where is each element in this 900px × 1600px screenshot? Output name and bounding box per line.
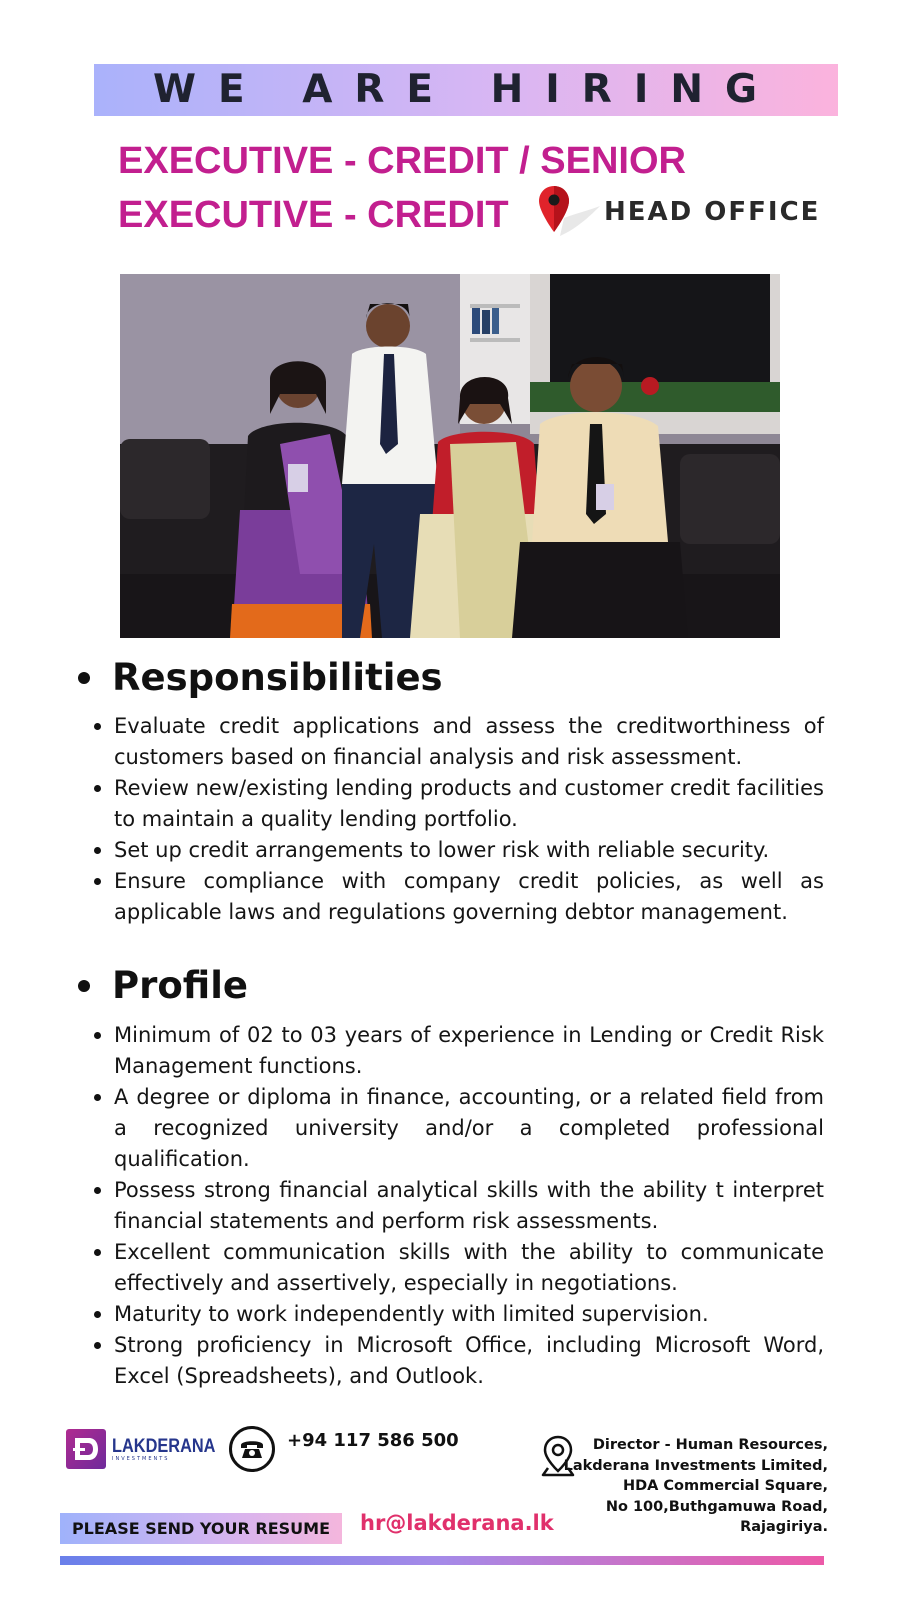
address-line: Rajagiriya. xyxy=(740,1519,828,1535)
list-item: Evaluate credit applications and assess the creditworthiness of customers based on financial analysis and risk assessment. xyxy=(92,711,824,773)
hiring-banner-text: WE ARE HIRING xyxy=(152,67,779,112)
address-line: HDA Commercial Square, xyxy=(622,1478,828,1494)
responsibilities-heading-text: Responsibilities xyxy=(112,656,443,699)
contact-email-link[interactable]: hr@lakderana.lk xyxy=(360,1511,554,1535)
team-photo xyxy=(120,274,780,638)
contact-phone xyxy=(229,1426,459,1472)
mailing-address xyxy=(564,1435,828,1538)
phone-icon xyxy=(229,1426,275,1472)
list-item: Excellent communication skills with the ability to communicate effectively and assertively, especially in negotiations. xyxy=(92,1237,824,1299)
map-pin-icon xyxy=(538,184,602,240)
heading-bullet xyxy=(78,980,90,992)
list-item: Ensure compliance with company credit policies, as well as applicable laws and regulations governing debtor management. xyxy=(92,866,824,928)
address-line: No 100,Buthgamuwa Road, xyxy=(605,1498,828,1515)
list-item: Strong proficiency in Microsoft Office, including Microsoft Word, Excel (Spreadsheets), and Outlook. xyxy=(92,1330,824,1392)
send-resume-banner: PLEASE SEND YOUR RESUME xyxy=(60,1513,342,1544)
logo-subtitle: INVESTMENTS xyxy=(112,1455,170,1462)
job-title-line-1: EXECUTIVE - CREDIT / SENIOR xyxy=(118,140,686,182)
team-photo-image xyxy=(120,274,780,638)
bottom-divider xyxy=(60,1556,824,1565)
heading-bullet xyxy=(78,672,90,684)
logo-name: LAKDERANA xyxy=(112,1435,216,1457)
phone-number[interactable]: +94 117 586 500 xyxy=(287,1429,459,1451)
list-item: Review new/existing lending products and customer credit facilities to maintain a quality lending portfolio. xyxy=(92,773,824,835)
list-item: Minimum of 02 to 03 years of experience in Lending or Credit Risk Management functions. xyxy=(92,1020,824,1082)
profile-list xyxy=(92,1020,824,1392)
logo-mark-icon xyxy=(66,1429,106,1469)
company-logo xyxy=(66,1429,232,1469)
profile-heading xyxy=(78,964,248,1007)
address-line: Lakderana Investments Limited, xyxy=(563,1457,828,1474)
address-line: Director - Human Resources, xyxy=(592,1437,828,1453)
list-item: Set up credit arrangements to lower risk with reliable security. xyxy=(92,835,824,866)
profile-heading-text: Profile xyxy=(112,964,248,1007)
responsibilities-list xyxy=(92,711,824,928)
list-item: Possess strong financial analytical skills with the ability t interpret financial statements and perform risk assessments. xyxy=(92,1175,824,1237)
job-location xyxy=(538,186,820,238)
location-label: HEAD OFFICE xyxy=(604,197,821,227)
list-item: Maturity to work independently with limited supervision. xyxy=(92,1299,824,1330)
responsibilities-heading xyxy=(78,656,443,699)
list-item: A degree or diploma in finance, accounting, or a related field from a recognized university and/or a completed professional qualification. xyxy=(92,1082,824,1175)
job-title-line-2: EXECUTIVE - CREDIT xyxy=(118,194,509,236)
